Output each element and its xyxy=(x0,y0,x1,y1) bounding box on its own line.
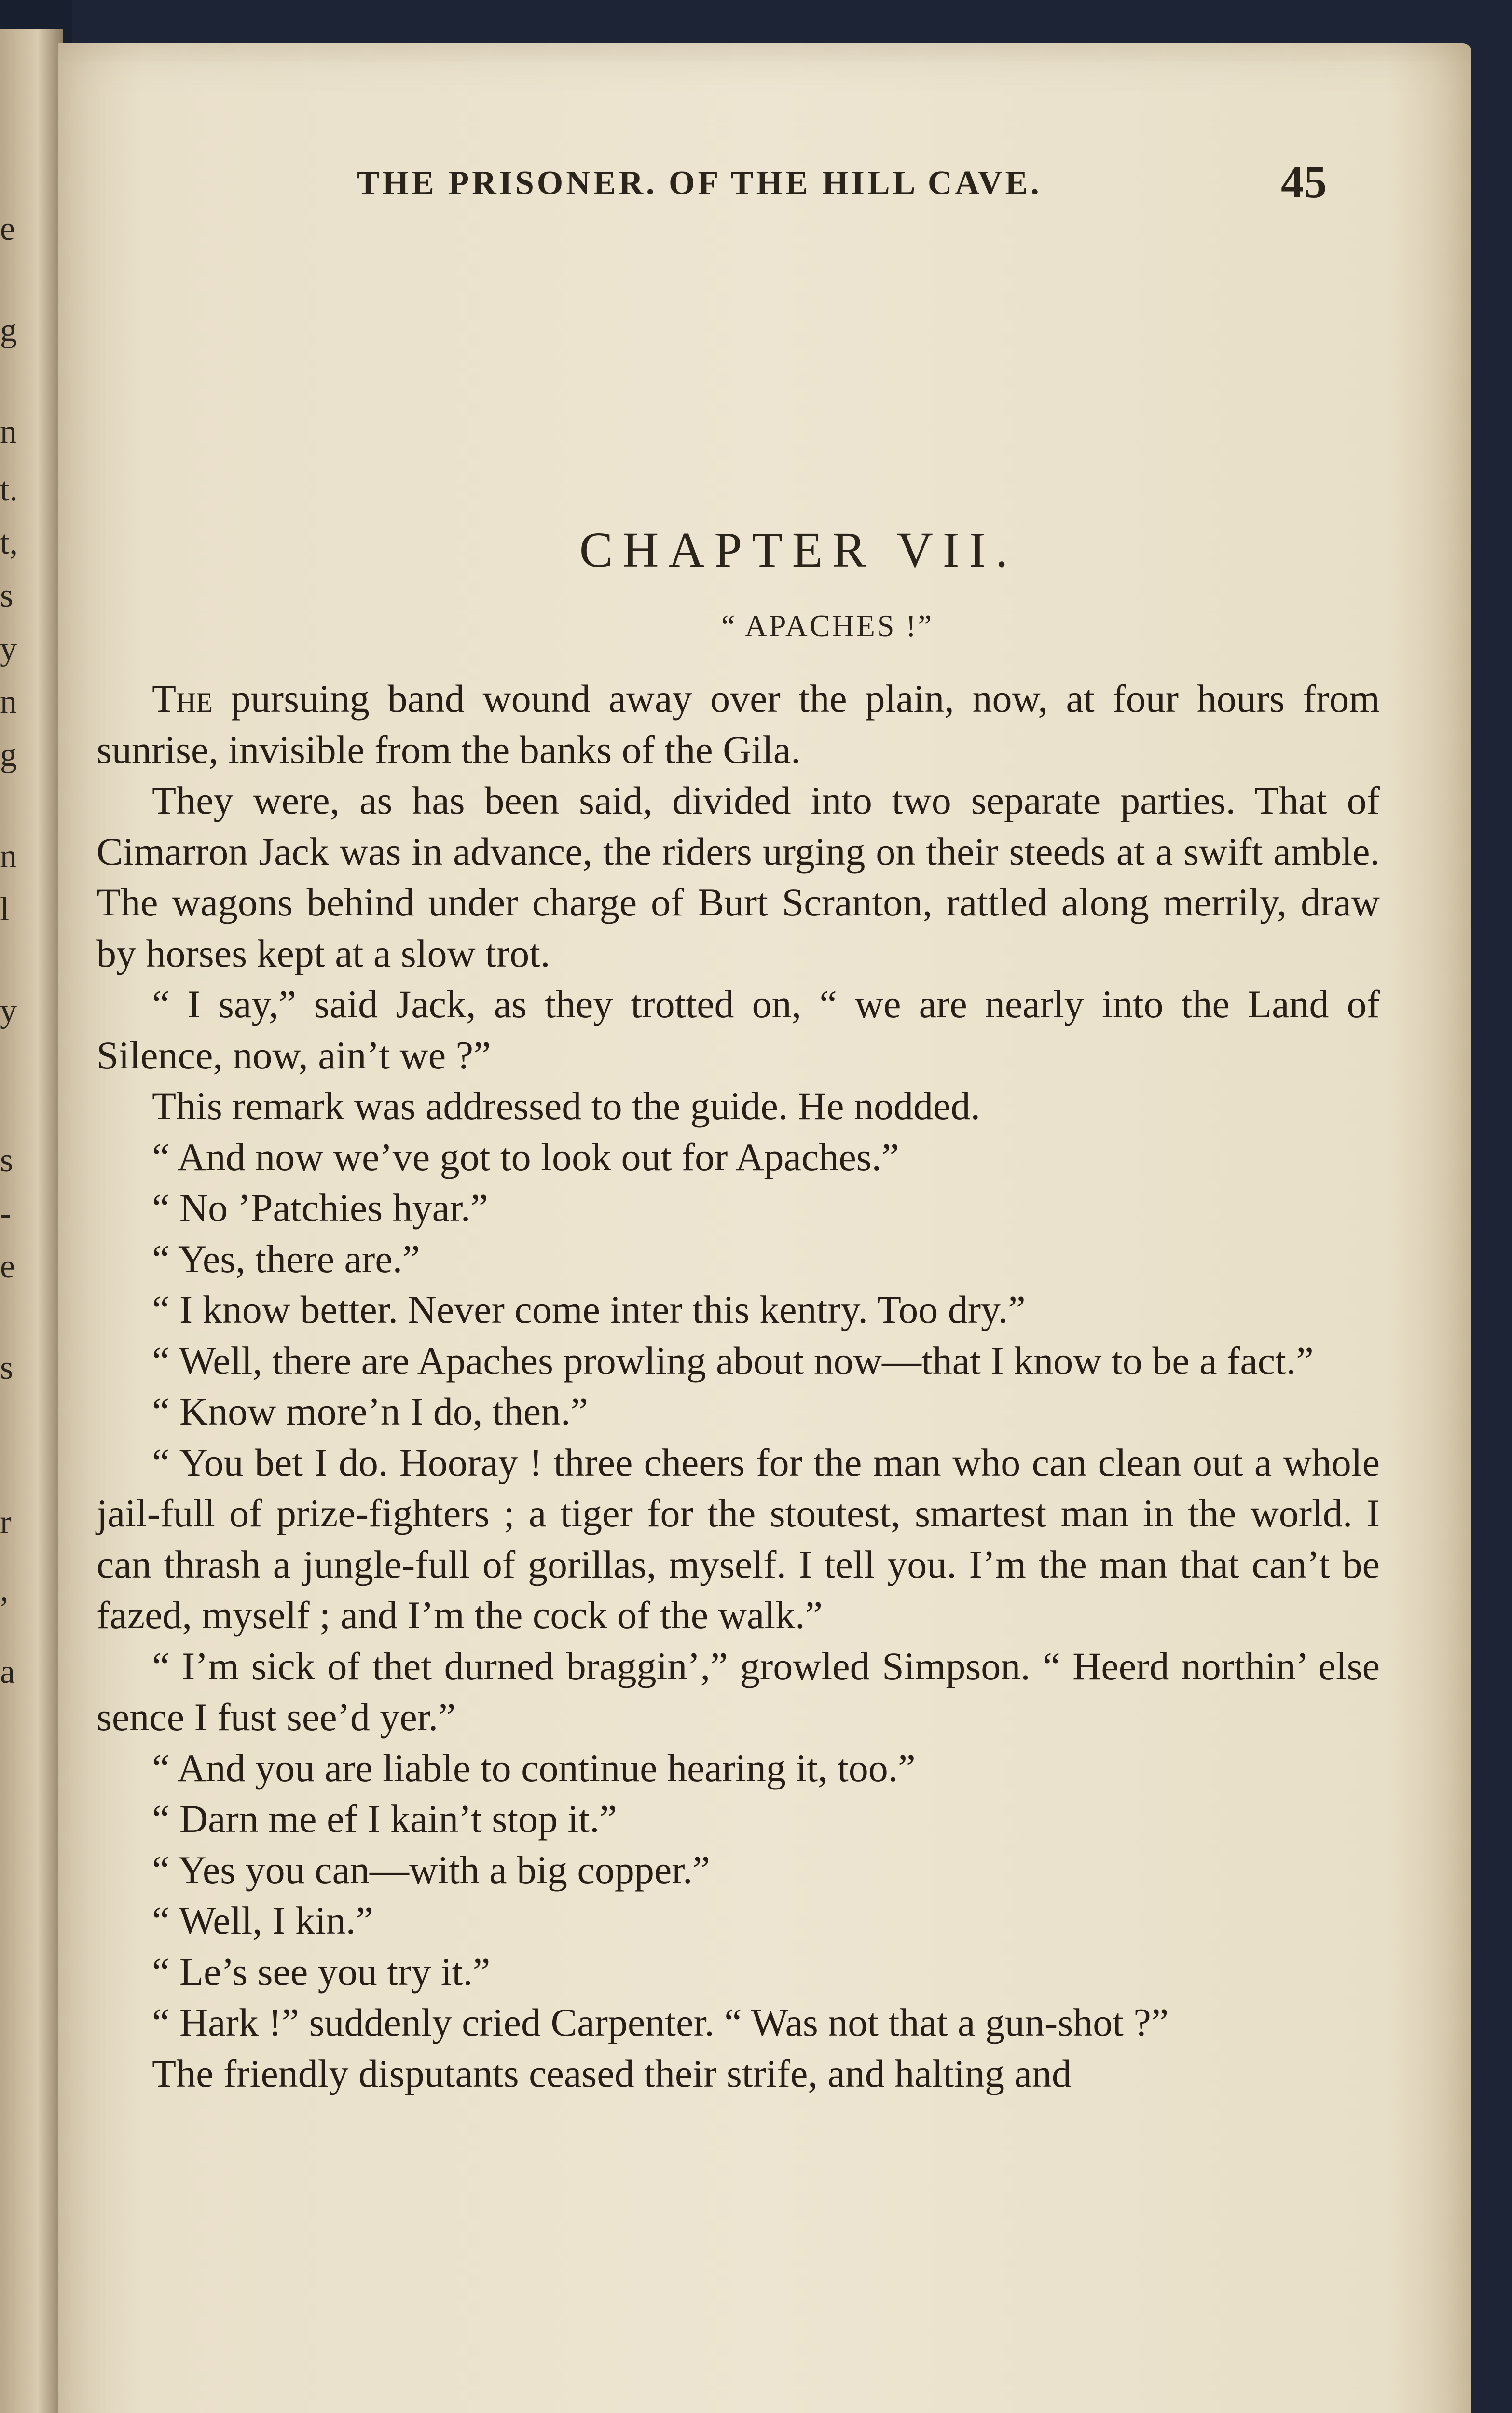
facing-page-fragment: r xyxy=(0,1504,12,1541)
facing-page-fragment: , xyxy=(0,1571,9,1609)
paragraph-text: “ And you are liable to continue hearing it, too.” xyxy=(152,1746,916,1790)
facing-page-fragment: g xyxy=(0,312,17,349)
chapter-subtitle: “ APACHES !” xyxy=(721,609,934,643)
paragraph xyxy=(96,775,1380,979)
paragraph-text: “ Well, I kin.” xyxy=(152,1899,373,1942)
paragraph xyxy=(96,1844,1380,1896)
facing-page-fragment: a xyxy=(0,1653,15,1691)
paragraph-text: The friendly disputants ceased their strife, and halting and xyxy=(152,2051,1072,2095)
paragraph xyxy=(96,1437,1380,1641)
paragraph xyxy=(96,1386,1380,1437)
paragraph-text: “ Know more’n I do, then.” xyxy=(152,1389,589,1433)
facing-page-fragment: e xyxy=(0,210,15,248)
paragraph-text: “ And now we’ve got to look out for Apaches.” xyxy=(152,1135,899,1179)
paragraph xyxy=(96,1743,1380,1794)
facing-page-fragment: - xyxy=(0,1195,12,1232)
running-title: THE PRISONER. OF THE HILL CAVE. xyxy=(357,165,1042,202)
facing-page-fragment: y xyxy=(0,630,17,667)
facing-page-fragment: s xyxy=(0,577,14,614)
facing-page-fragment: t, xyxy=(0,524,18,561)
paragraph xyxy=(96,673,1380,775)
paragraph-text: “ I know better. Never come inter this kentry. Too dry.” xyxy=(152,1288,1026,1331)
paragraph xyxy=(96,1132,1380,1183)
facing-page-edge xyxy=(0,29,63,2413)
paragraph-lead-word: The xyxy=(152,677,213,721)
facing-page-fragment: l xyxy=(0,891,10,928)
paragraph xyxy=(96,979,1380,1081)
paragraph xyxy=(96,1641,1380,1743)
paragraph xyxy=(96,1234,1380,1285)
paragraph xyxy=(96,1895,1380,1946)
facing-page-fragment: n xyxy=(0,838,17,875)
facing-page-fragment: e xyxy=(0,1248,15,1285)
paragraph xyxy=(96,1284,1380,1335)
paragraph xyxy=(96,1997,1380,2048)
paragraph-text: “ Yes you can—with a big copper.” xyxy=(152,1847,710,1892)
paragraph-text: “ I’m sick of thet durned braggin’,” growled Simpson. “ Heerd northin’ else sence I fust see’d yer.” xyxy=(96,1644,1380,1739)
paragraph-text: This remark was addressed to the guide. He nodded. xyxy=(152,1084,980,1128)
book-page xyxy=(58,43,1471,2413)
paragraph xyxy=(96,1946,1380,1997)
chapter-heading: CHAPTER VII. xyxy=(579,522,1018,578)
paragraph-text: “ Well, there are Apaches prowling about now—that I know to be a fact.” xyxy=(152,1338,1314,1383)
paragraph-text: “ Hark !” suddenly cried Carpenter. “ Was not that a gun-shot ?” xyxy=(152,2000,1169,2044)
page-number: 45 xyxy=(1281,156,1327,208)
paragraph-text: “ Yes, there are.” xyxy=(152,1236,420,1281)
paragraph-text: “ Le’s see you try it.” xyxy=(152,1949,491,1994)
facing-page-fragment: s xyxy=(0,1142,14,1179)
running-head xyxy=(58,156,1471,217)
paragraph xyxy=(96,2048,1380,2099)
paragraph xyxy=(96,1793,1380,1844)
facing-page-fragment: n xyxy=(0,413,17,450)
paragraph-text: “ I say,” said Jack, as they trotted on, “ we are nearly into the Land of Silence, now, ain’t we ?” xyxy=(96,982,1380,1077)
facing-page-fragment: s xyxy=(0,1349,14,1387)
paragraph-text: “ No ’Patchies hyar.” xyxy=(152,1186,488,1230)
paragraph xyxy=(96,1182,1380,1234)
chapter-body xyxy=(96,673,1380,2099)
facing-page-fragment: n xyxy=(0,683,17,721)
facing-page-fragment: y xyxy=(0,992,17,1029)
paragraph-text: “ Darn me ef I kain’t stop it.” xyxy=(152,1797,617,1841)
facing-page-fragment: t. xyxy=(0,471,18,508)
paragraph xyxy=(96,1081,1380,1132)
paragraph-text: They were, as has been said, divided into two separate parties. That of Cimarron Jack was in advance, the riders urging on their steeds at a swift amble. The wagons behind under charge of Burt Scranton, rattled along merrily, draw by horses kept at a slow trot. xyxy=(96,778,1380,975)
paragraph-text: “ You bet I do. Hooray ! three cheers for the man who can clean out a whole jail-full of prize-fighters ; a tiger for the stoutest, smartest man in the world. I can thrash a jungle-full of gorillas, myself. I tell you. I’m the man that can’t be fazed, myself ; and I’m the cock of the walk.” xyxy=(96,1440,1380,1637)
paragraph xyxy=(96,1335,1380,1387)
paragraph-text: pursuing band wound away over the plain, now, at four hours from sunrise, invisible from the banks of the Gila. xyxy=(96,677,1380,772)
facing-page-fragment: g xyxy=(0,736,17,774)
